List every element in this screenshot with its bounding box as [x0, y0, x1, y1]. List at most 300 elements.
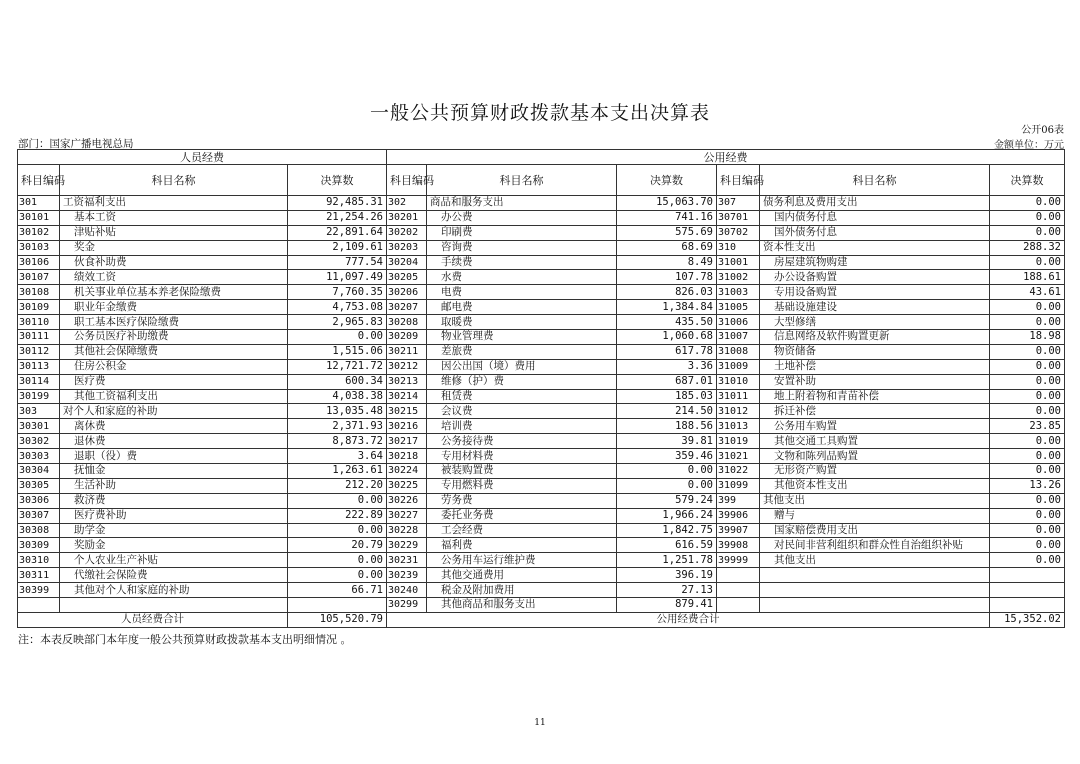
table-row [18, 240, 1065, 255]
amount-cell: 3.36 [617, 359, 717, 374]
subject-code-cell: 303 [18, 404, 60, 419]
subject-code-cell: 30205 [387, 270, 427, 285]
subject-name-cell: 其他交通费用 [427, 568, 617, 583]
table-row [18, 389, 1065, 404]
col-header-code: 科目编码 [717, 165, 760, 196]
subject-code-cell: 31006 [717, 315, 760, 330]
amount-cell: 12,721.72 [288, 359, 387, 374]
public-total-value: 15,352.02 [990, 612, 1065, 627]
subject-name-cell: 办公费 [427, 210, 617, 225]
amount-cell: 575.69 [617, 225, 717, 240]
subject-code-cell: 31022 [717, 464, 760, 479]
subject-code-cell: 30239 [387, 568, 427, 583]
amount-cell: 8,873.72 [288, 434, 387, 449]
subject-code-cell: 30305 [18, 478, 60, 493]
subject-code-cell: 30224 [387, 464, 427, 479]
subject-code-cell: 30702 [717, 225, 760, 240]
amount-cell: 0.00 [990, 464, 1065, 479]
subject-name-cell [60, 598, 288, 613]
subject-name-cell: 工资福利支出 [60, 196, 288, 211]
amount-cell: 0.00 [990, 255, 1065, 270]
subject-name-cell: 土地补偿 [760, 359, 990, 374]
subject-name-cell: 福利费 [427, 538, 617, 553]
subject-name-cell: 奖金 [60, 240, 288, 255]
amount-cell: 0.00 [990, 508, 1065, 523]
amount-cell: 188.56 [617, 419, 717, 434]
subject-code-cell: 31008 [717, 344, 760, 359]
subject-name-cell: 抚恤金 [60, 464, 288, 479]
subject-code-cell: 399 [717, 493, 760, 508]
subject-name-cell: 劳务费 [427, 493, 617, 508]
subject-name-cell: 职工基本医疗保险缴费 [60, 315, 288, 330]
subject-code-cell: 30208 [387, 315, 427, 330]
amount-cell: 0.00 [990, 225, 1065, 240]
table-row [18, 553, 1065, 568]
amount-cell: 107.78 [617, 270, 717, 285]
col-header-code: 科目编码 [387, 165, 427, 196]
amount-cell: 826.03 [617, 285, 717, 300]
subject-name-cell: 基本工资 [60, 210, 288, 225]
col-header-amount: 决算数 [990, 165, 1065, 196]
subject-name-cell: 被装购置费 [427, 464, 617, 479]
subject-name-cell: 公务接待费 [427, 434, 617, 449]
subject-code-cell: 39999 [717, 553, 760, 568]
subject-code-cell: 30107 [18, 270, 60, 285]
subject-name-cell: 委托业务费 [427, 508, 617, 523]
subject-name-cell: 住房公积金 [60, 359, 288, 374]
table-row [18, 464, 1065, 479]
subject-name-cell: 其他工资福利支出 [60, 389, 288, 404]
amount-cell: 0.00 [990, 538, 1065, 553]
subject-code-cell: 30217 [387, 434, 427, 449]
subject-code-cell: 30209 [387, 330, 427, 345]
subject-name-cell: 代缴社会保险费 [60, 568, 288, 583]
subject-name-cell: 无形资产购置 [760, 464, 990, 479]
table-row [18, 493, 1065, 508]
subject-code-cell: 30109 [18, 300, 60, 315]
subject-name-cell [760, 568, 990, 583]
amount-cell: 20.79 [288, 538, 387, 553]
amount-cell: 396.19 [617, 568, 717, 583]
subject-code-cell: 30226 [387, 493, 427, 508]
subject-name-cell: 退休费 [60, 434, 288, 449]
subject-name-cell: 医疗费 [60, 374, 288, 389]
amount-cell: 0.00 [990, 389, 1065, 404]
subject-name-cell: 职业年金缴费 [60, 300, 288, 315]
col-header-name: 科目名称 [427, 165, 617, 196]
subject-code-cell: 30225 [387, 478, 427, 493]
subject-name-cell: 差旅费 [427, 344, 617, 359]
subject-code-cell: 30201 [387, 210, 427, 225]
subject-name-cell: 对民间非营利组织和群众性自治组织补贴 [760, 538, 990, 553]
subject-name-cell: 个人农业生产补贴 [60, 553, 288, 568]
subject-name-cell: 救济费 [60, 493, 288, 508]
amount-cell: 188.61 [990, 270, 1065, 285]
table-row [18, 419, 1065, 434]
form-number: 公开06表 [1021, 125, 1064, 136]
subject-code-cell: 31011 [717, 389, 760, 404]
subject-name-cell: 奖励金 [60, 538, 288, 553]
amount-cell: 687.01 [617, 374, 717, 389]
amount-cell: 0.00 [990, 449, 1065, 464]
amount-cell: 13.26 [990, 478, 1065, 493]
amount-cell: 21,254.26 [288, 210, 387, 225]
subject-name-cell: 国内债务付息 [760, 210, 990, 225]
subject-code-cell: 30303 [18, 449, 60, 464]
table-row [18, 374, 1065, 389]
amount-cell: 214.50 [617, 404, 717, 419]
subject-code-cell: 30240 [387, 583, 427, 598]
public-header: 公用经费 [387, 150, 1065, 165]
subject-code-cell: 39908 [717, 538, 760, 553]
table-row [18, 285, 1065, 300]
table-row [18, 568, 1065, 583]
amount-cell: 288.32 [990, 240, 1065, 255]
table-row [18, 598, 1065, 613]
amount-cell: 212.20 [288, 478, 387, 493]
subject-code-cell: 30106 [18, 255, 60, 270]
amount-cell: 0.00 [990, 359, 1065, 374]
subject-name-cell: 生活补助 [60, 478, 288, 493]
amount-cell: 4,038.38 [288, 389, 387, 404]
subject-name-cell: 公务员医疗补助缴费 [60, 330, 288, 345]
subject-code-cell [717, 583, 760, 598]
amount-cell: 1,060.68 [617, 330, 717, 345]
subject-name-cell: 商品和服务支出 [427, 196, 617, 211]
amount-cell: 39.81 [617, 434, 717, 449]
table-row [18, 344, 1065, 359]
subject-name-cell [760, 598, 990, 613]
col-header-amount: 决算数 [617, 165, 717, 196]
amount-cell: 359.46 [617, 449, 717, 464]
subject-name-cell: 债务利息及费用支出 [760, 196, 990, 211]
subject-code-cell: 30114 [18, 374, 60, 389]
subject-name-cell: 其他商品和服务支出 [427, 598, 617, 613]
amount-cell: 1,251.78 [617, 553, 717, 568]
amount-cell: 879.41 [617, 598, 717, 613]
amount-cell: 43.61 [990, 285, 1065, 300]
subject-name-cell: 税金及附加费用 [427, 583, 617, 598]
amount-cell: 11,097.49 [288, 270, 387, 285]
personnel-header: 人员经费 [18, 150, 387, 165]
subject-code-cell: 30113 [18, 359, 60, 374]
subject-code-cell [717, 598, 760, 613]
subject-name-cell: 安置补助 [760, 374, 990, 389]
col-header-name: 科目名称 [760, 165, 990, 196]
subject-name-cell: 工会经费 [427, 523, 617, 538]
subject-code-cell: 31021 [717, 449, 760, 464]
subject-name-cell: 水费 [427, 270, 617, 285]
personnel-total-value: 105,520.79 [288, 612, 387, 627]
subject-code-cell: 30309 [18, 538, 60, 553]
amount-cell: 68.69 [617, 240, 717, 255]
amount-cell: 0.00 [990, 493, 1065, 508]
subject-code-cell: 30204 [387, 255, 427, 270]
subject-name-cell: 物资储备 [760, 344, 990, 359]
subject-code-cell: 30199 [18, 389, 60, 404]
amount-cell: 0.00 [288, 568, 387, 583]
subject-code-cell: 30108 [18, 285, 60, 300]
subject-name-cell: 对个人和家庭的补助 [60, 404, 288, 419]
amount-cell: 0.00 [990, 344, 1065, 359]
amount-cell: 0.00 [288, 523, 387, 538]
subject-code-cell: 39907 [717, 523, 760, 538]
subject-code-cell: 30214 [387, 389, 427, 404]
subject-code-cell: 31002 [717, 270, 760, 285]
amount-cell: 741.16 [617, 210, 717, 225]
subject-name-cell: 文物和陈列品购置 [760, 449, 990, 464]
subject-name-cell: 印刷费 [427, 225, 617, 240]
subject-code-cell: 30302 [18, 434, 60, 449]
subject-name-cell: 公务用车购置 [760, 419, 990, 434]
subject-code-cell: 30306 [18, 493, 60, 508]
amount-cell: 0.00 [990, 434, 1065, 449]
table-row [18, 196, 1065, 211]
amount-cell [990, 598, 1065, 613]
amount-cell: 617.78 [617, 344, 717, 359]
subject-code-cell: 302 [387, 196, 427, 211]
subject-code-cell: 30301 [18, 419, 60, 434]
amount-cell: 0.00 [288, 493, 387, 508]
amount-cell: 0.00 [990, 523, 1065, 538]
subject-code-cell: 30228 [387, 523, 427, 538]
amount-cell: 777.54 [288, 255, 387, 270]
subject-code-cell: 30307 [18, 508, 60, 523]
subject-code-cell: 30229 [387, 538, 427, 553]
amount-cell: 0.00 [617, 478, 717, 493]
subject-name-cell: 手续费 [427, 255, 617, 270]
amount-cell [288, 598, 387, 613]
subject-code-cell: 31003 [717, 285, 760, 300]
subject-name-cell: 基础设施建设 [760, 300, 990, 315]
subject-code-cell: 30101 [18, 210, 60, 225]
subject-code-cell: 30299 [387, 598, 427, 613]
table-row [18, 315, 1065, 330]
subject-code-cell: 31007 [717, 330, 760, 345]
subject-name-cell: 医疗费补助 [60, 508, 288, 523]
table-row [18, 300, 1065, 315]
amount-cell: 2,965.83 [288, 315, 387, 330]
subject-code-cell: 30304 [18, 464, 60, 479]
subject-name-cell: 因公出国（境）费用 [427, 359, 617, 374]
amount-cell [990, 583, 1065, 598]
subject-code-cell: 31013 [717, 419, 760, 434]
subject-name-cell: 退职（役）费 [60, 449, 288, 464]
subject-name-cell: 绩效工资 [60, 270, 288, 285]
amount-cell: 222.89 [288, 508, 387, 523]
amount-cell: 22,891.64 [288, 225, 387, 240]
footnote: 注：本表反映部门本年度一般公共预算财政拨款基本支出明细情况 。 [18, 633, 352, 646]
subject-code-cell: 30308 [18, 523, 60, 538]
amount-cell: 1,384.84 [617, 300, 717, 315]
subject-code-cell: 30112 [18, 344, 60, 359]
amount-cell: 616.59 [617, 538, 717, 553]
subject-name-cell: 电费 [427, 285, 617, 300]
subject-code-cell: 30213 [387, 374, 427, 389]
subject-name-cell: 资本性支出 [760, 240, 990, 255]
subject-code-cell: 30111 [18, 330, 60, 345]
table-row [18, 523, 1065, 538]
public-total-label: 公用经费合计 [387, 612, 990, 627]
subject-name-cell: 其他支出 [760, 553, 990, 568]
table-row [18, 210, 1065, 225]
amount-cell: 7,760.35 [288, 285, 387, 300]
col-header-amount: 决算数 [288, 165, 387, 196]
amount-cell: 1,842.75 [617, 523, 717, 538]
subject-code-cell: 30110 [18, 315, 60, 330]
subject-code-cell: 30399 [18, 583, 60, 598]
subject-code-cell: 30215 [387, 404, 427, 419]
subject-code-cell [717, 568, 760, 583]
subject-name-cell: 其他资本性支出 [760, 478, 990, 493]
subject-code-cell: 30211 [387, 344, 427, 359]
subject-name-cell: 取暖费 [427, 315, 617, 330]
amount-cell: 4,753.08 [288, 300, 387, 315]
table-row [18, 404, 1065, 419]
subject-code-cell: 30206 [387, 285, 427, 300]
table-row [18, 270, 1065, 285]
subject-code-cell: 307 [717, 196, 760, 211]
table-row [18, 583, 1065, 598]
table-row [18, 508, 1065, 523]
subject-name-cell: 伙食补助费 [60, 255, 288, 270]
subject-name-cell: 公务用车运行维护费 [427, 553, 617, 568]
page-number: 11 [534, 718, 546, 728]
subject-name-cell: 国家赔偿费用支出 [760, 523, 990, 538]
subject-name-cell: 大型修缮 [760, 315, 990, 330]
amount-cell: 185.03 [617, 389, 717, 404]
subject-code-cell: 310 [717, 240, 760, 255]
subject-code-cell: 39906 [717, 508, 760, 523]
amount-cell: 2,109.61 [288, 240, 387, 255]
report-title: 一般公共预算财政拨款基本支出决算表 [369, 102, 710, 124]
amount-cell: 0.00 [288, 553, 387, 568]
subject-name-cell: 其他对个人和家庭的补助 [60, 583, 288, 598]
subject-name-cell: 离休费 [60, 419, 288, 434]
amount-cell: 0.00 [990, 404, 1065, 419]
amount-cell: 13,035.48 [288, 404, 387, 419]
table-row [18, 478, 1065, 493]
amount-cell: 579.24 [617, 493, 717, 508]
amount-cell: 2,371.93 [288, 419, 387, 434]
amount-cell: 0.00 [288, 330, 387, 345]
amount-cell [990, 568, 1065, 583]
subject-code-cell: 30103 [18, 240, 60, 255]
subject-code-cell: 31009 [717, 359, 760, 374]
subject-code-cell: 31019 [717, 434, 760, 449]
subject-name-cell: 其他支出 [760, 493, 990, 508]
subject-name-cell: 物业管理费 [427, 330, 617, 345]
subject-code-cell: 31012 [717, 404, 760, 419]
subject-code-cell: 31005 [717, 300, 760, 315]
table-row [18, 449, 1065, 464]
amount-cell: 92,485.31 [288, 196, 387, 211]
subject-code-cell: 30207 [387, 300, 427, 315]
table-row [18, 255, 1065, 270]
subject-code-cell: 301 [18, 196, 60, 211]
amount-cell: 0.00 [990, 374, 1065, 389]
amount-cell: 0.00 [990, 210, 1065, 225]
subject-name-cell: 津贴补贴 [60, 225, 288, 240]
subject-name-cell: 会议费 [427, 404, 617, 419]
subject-name-cell: 国外债务付息 [760, 225, 990, 240]
personnel-total-label: 人员经费合计 [18, 612, 288, 627]
department-label: 部门：国家广播电视总局 [18, 138, 134, 150]
amount-cell: 0.00 [990, 300, 1065, 315]
subject-name-cell: 其他社会保障缴费 [60, 344, 288, 359]
subject-name-cell: 助学金 [60, 523, 288, 538]
col-header-name: 科目名称 [60, 165, 288, 196]
subject-name-cell: 拆迁补偿 [760, 404, 990, 419]
subject-name-cell: 专用材料费 [427, 449, 617, 464]
amount-cell: 0.00 [617, 464, 717, 479]
amount-cell: 600.34 [288, 374, 387, 389]
amount-cell: 1,966.24 [617, 508, 717, 523]
subject-code-cell: 30310 [18, 553, 60, 568]
subject-name-cell: 咨询费 [427, 240, 617, 255]
amount-cell: 8.49 [617, 255, 717, 270]
subject-name-cell: 机关事业单位基本养老保险缴费 [60, 285, 288, 300]
subject-name-cell: 办公设备购置 [760, 270, 990, 285]
subject-code-cell: 30102 [18, 225, 60, 240]
amount-cell: 23.85 [990, 419, 1065, 434]
expenditure-table [17, 149, 1065, 628]
subject-code-cell: 31099 [717, 478, 760, 493]
amount-cell: 0.00 [990, 196, 1065, 211]
subject-name-cell: 维修（护）费 [427, 374, 617, 389]
subject-code-cell: 30231 [387, 553, 427, 568]
subject-name-cell: 专用燃料费 [427, 478, 617, 493]
subject-name-cell: 培训费 [427, 419, 617, 434]
table-row [18, 330, 1065, 345]
amount-cell: 435.50 [617, 315, 717, 330]
table-row [18, 225, 1065, 240]
subject-name-cell: 房屋建筑物购建 [760, 255, 990, 270]
amount-cell: 0.00 [990, 553, 1065, 568]
subject-code-cell: 31010 [717, 374, 760, 389]
subject-code-cell: 30311 [18, 568, 60, 583]
table-row [18, 434, 1065, 449]
amount-cell: 1,515.06 [288, 344, 387, 359]
amount-cell: 18.98 [990, 330, 1065, 345]
subject-name-cell: 租赁费 [427, 389, 617, 404]
amount-cell: 66.71 [288, 583, 387, 598]
subject-code-cell: 30701 [717, 210, 760, 225]
amount-cell: 27.13 [617, 583, 717, 598]
amount-cell: 15,063.70 [617, 196, 717, 211]
subject-name-cell [760, 583, 990, 598]
amount-cell: 3.64 [288, 449, 387, 464]
subject-name-cell: 邮电费 [427, 300, 617, 315]
amount-cell: 1,263.61 [288, 464, 387, 479]
subject-code-cell: 30202 [387, 225, 427, 240]
col-header-code: 科目编码 [18, 165, 60, 196]
table-row [18, 359, 1065, 374]
subject-code-cell: 30212 [387, 359, 427, 374]
subject-code-cell: 30227 [387, 508, 427, 523]
subject-name-cell: 专用设备购置 [760, 285, 990, 300]
table-row [18, 538, 1065, 553]
subject-name-cell: 地上附着物和青苗补偿 [760, 389, 990, 404]
subject-code-cell: 30203 [387, 240, 427, 255]
subject-code-cell: 30216 [387, 419, 427, 434]
subject-name-cell: 信息网络及软件购置更新 [760, 330, 990, 345]
unit-label: 金额单位：万元 [994, 140, 1064, 151]
subject-code-cell: 30218 [387, 449, 427, 464]
amount-cell: 0.00 [990, 315, 1065, 330]
subject-code-cell: 31001 [717, 255, 760, 270]
subject-name-cell: 赠与 [760, 508, 990, 523]
